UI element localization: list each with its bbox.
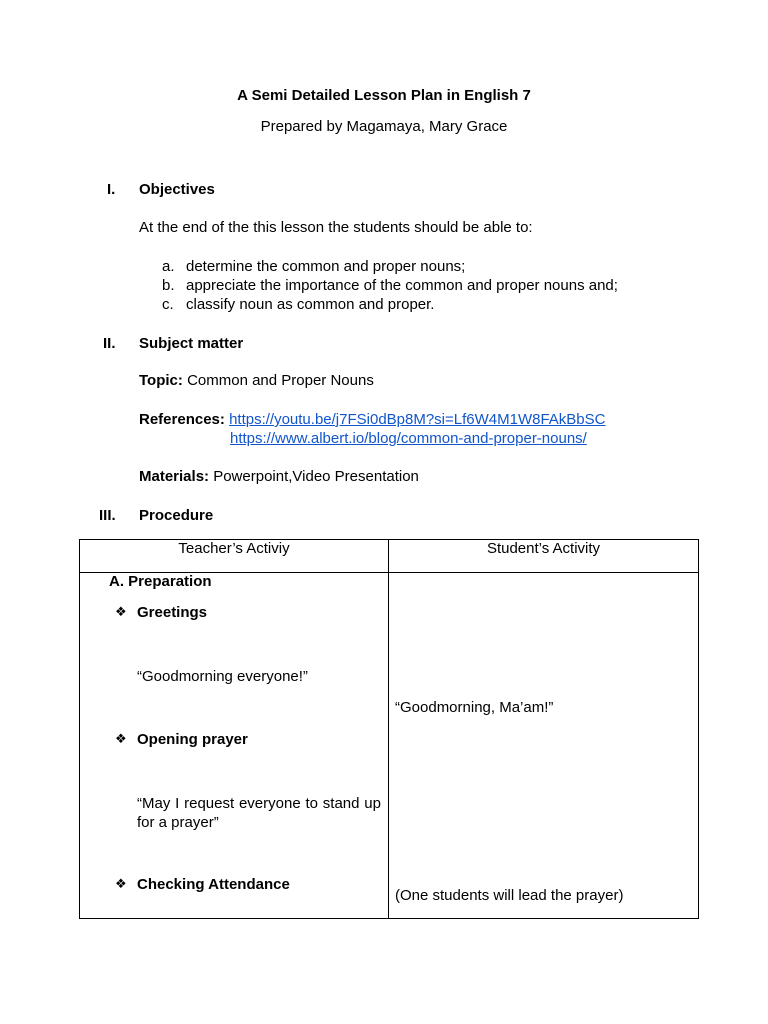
topic-label: Topic: — [139, 372, 183, 389]
greetings-heading: Greetings — [137, 604, 208, 621]
teacher-prayer-request: “May I request everyone to stand up for a prayer” — [137, 795, 381, 831]
reference-link-youtube[interactable]: https://youtu.be/j7FSi0dBp8M?si=Lf6W4M1W8FAkBbSC — [229, 411, 606, 428]
prepared-by: Prepared by Magamaya, Mary Grace — [260, 118, 508, 135]
section2-heading: Subject matter — [139, 335, 244, 352]
objective-marker-a: a. — [162, 258, 175, 275]
diamond-bullet-icon: ❖ — [115, 605, 127, 620]
materials-line — [139, 468, 419, 486]
procedure-table — [79, 539, 699, 919]
objective-item-b: appreciate the importance of the common and proper nouns and; — [186, 277, 618, 294]
teacher-activity-header — [80, 540, 389, 573]
student-activity-header — [389, 540, 699, 573]
student-greeting: “Goodmorning, Ma’am!” — [395, 699, 554, 716]
topic-line — [139, 372, 374, 390]
objective-item-a: determine the common and proper nouns; — [186, 258, 466, 275]
teacher-activity-header-label: Teacher’s Activiy — [178, 540, 290, 557]
section1-numeral: I. — [107, 181, 116, 198]
diamond-bullet-icon: ❖ — [115, 877, 127, 892]
opening-prayer-heading: Opening prayer — [137, 731, 248, 748]
objectives-intro: At the end of the this lesson the students should be able to: — [139, 219, 533, 236]
topic-value: Common and Proper Nouns — [187, 372, 374, 389]
student-activity-cell — [389, 573, 699, 919]
objective-marker-c: c. — [162, 296, 174, 313]
materials-value: Powerpoint,Video Presentation — [213, 468, 419, 485]
references-line — [139, 411, 606, 429]
teacher-greeting: “Goodmorning everyone!” — [137, 668, 308, 685]
objective-marker-b: b. — [162, 277, 175, 294]
preparation-heading: A. Preparation — [109, 573, 212, 590]
checking-attendance-heading: Checking Attendance — [137, 876, 290, 893]
document-title: A Semi Detailed Lesson Plan in English 7 — [237, 87, 531, 104]
teacher-activity-cell — [80, 573, 389, 919]
student-activity-header-label: Student’s Activity — [486, 540, 601, 557]
section3-numeral: III. — [99, 507, 116, 524]
diamond-bullet-icon: ❖ — [115, 732, 127, 747]
references-label: References: — [139, 411, 225, 428]
objective-item-c: classify noun as common and proper. — [186, 296, 435, 313]
student-prayer: (One students will lead the prayer) — [395, 887, 624, 904]
section3-heading: Procedure — [139, 507, 214, 524]
materials-label: Materials: — [139, 468, 210, 485]
section2-numeral: II. — [103, 335, 116, 352]
section1-heading: Objectives — [139, 181, 215, 198]
reference-link-albert[interactable]: https://www.albert.io/blog/common-and-proper-nouns/ — [230, 430, 587, 447]
